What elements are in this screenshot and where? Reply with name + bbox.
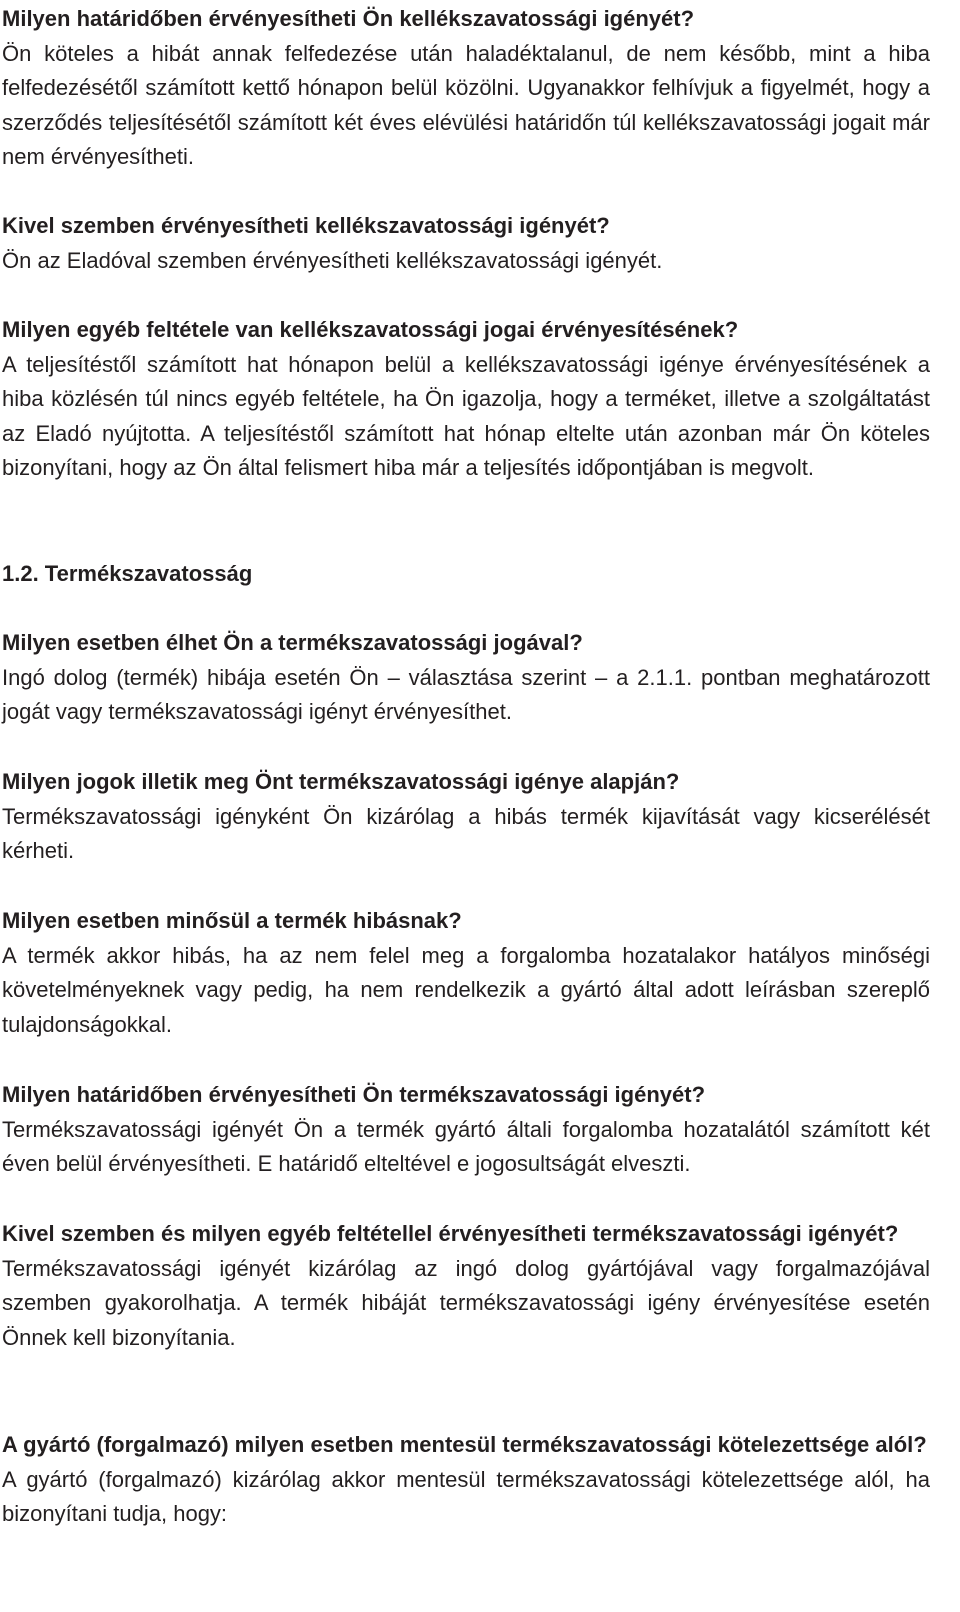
- answer-paragraph: Ön az Eladóval szemben érvényesítheti kellékszavatossági igényét.: [2, 247, 663, 273]
- question-heading: Milyen határidőben érvényesítheti Ön kellékszavatossági igényét?: [2, 6, 695, 31]
- section-termekszavatossag-hatarido: [2, 1078, 930, 1182]
- section-heading-termekszavatossag: [2, 557, 930, 592]
- answer-paragraph: Ingó dolog (termék) hibája esetén Ön – választása szerint – a 2.1.1. pontban meghatározott jogát vagy termékszavatossági igényt érvényesíthet.: [2, 664, 930, 724]
- section-title: 1.2. Termékszavatosság: [2, 561, 253, 586]
- question-heading: Milyen esetben élhet Ön a termékszavatossági jogával?: [2, 630, 583, 655]
- section-termekszavatossag-eset: [2, 626, 930, 730]
- answer-paragraph: A gyártó (forgalmazó) kizárólag akkor mentesül termékszavatossági kötelezettsége alól, ha bizonyítani tudja, hogy:: [2, 1466, 930, 1526]
- section-kellekszavatossag-feltetel: [2, 313, 930, 486]
- question-heading: A gyártó (forgalmazó) milyen esetben mentesül termékszavatossági kötelezettsége alól?: [2, 1432, 927, 1457]
- section-termekszavatossag-jogok: [2, 765, 930, 869]
- answer-paragraph: A teljesítéstől számított hat hónapon belül a kellékszavatossági igénye érvényesítésének a hiba közlésén túl nincs egyéb feltétele, ha Ön igazolja, hogy a terméket, illetve a szolgáltatást az Eladó nyújtotta. A teljesítéstől számított hat hónap eltelte után azonban már Ön köteles bizonyítani, hogy az Ön által felismert hiba már a teljesítés időpontjában is megvolt.: [2, 351, 930, 480]
- section-kellekszavatossag-kivel: [2, 209, 930, 278]
- section-kellekszavatossag-hatarido: [2, 2, 930, 175]
- section-termekszavatossag-kivel: [2, 1217, 930, 1355]
- answer-paragraph: Termékszavatossági igényét Ön a termék gyártó általi forgalomba hozatalától számított két éven belül érvényesítheti. E határidő elteltével e jogosultságát elveszti.: [2, 1116, 930, 1176]
- answer-paragraph: Ön köteles a hibát annak felfedezése után haladéktalanul, de nem később, mint a hiba felfedezésétől számított kettő hónapon belül közölni. Ugyanakkor felhívjuk a figyelmét, hogy a szerződés teljesítésétől számított két éves elévülési határidőn túl kellékszavatossági jogait már nem érvényesítheti.: [2, 40, 930, 169]
- answer-paragraph: Termékszavatossági igényét kizárólag az ingó dolog gyártójával vagy forgalmazójával szemben gyakorolhatja. A termék hibáját termékszavatossági igény érvényesítése esetén Önnek kell bizonyítania.: [2, 1255, 930, 1350]
- question-heading: Milyen esetben minősül a termék hibásnak?: [2, 908, 462, 933]
- section-termek-hibas: [2, 904, 930, 1042]
- answer-paragraph: Termékszavatossági igényként Ön kizárólag a hibás termék kijavítását vagy kicserélését kérheti.: [2, 803, 930, 863]
- question-heading: Milyen egyéb feltétele van kellékszavatossági jogai érvényesítésének?: [2, 317, 739, 342]
- question-heading: Milyen jogok illetik meg Önt termékszavatossági igénye alapján?: [2, 769, 680, 794]
- answer-paragraph: A termék akkor hibás, ha az nem felel meg a forgalomba hozatalakor hatályos minőségi követelményeknek vagy pedig, ha nem rendelkezik a gyártó által adott leírásban szereplő tulajdonságokkal.: [2, 942, 930, 1037]
- question-heading: Kivel szemben érvényesítheti kellékszavatossági igényét?: [2, 213, 610, 238]
- question-heading: Kivel szemben és milyen egyéb feltétellel érvényesítheti termékszavatossági igényét?: [2, 1221, 899, 1246]
- question-heading: Milyen határidőben érvényesítheti Ön termékszavatossági igényét?: [2, 1082, 706, 1107]
- section-gyarto-mentesul: [2, 1428, 930, 1532]
